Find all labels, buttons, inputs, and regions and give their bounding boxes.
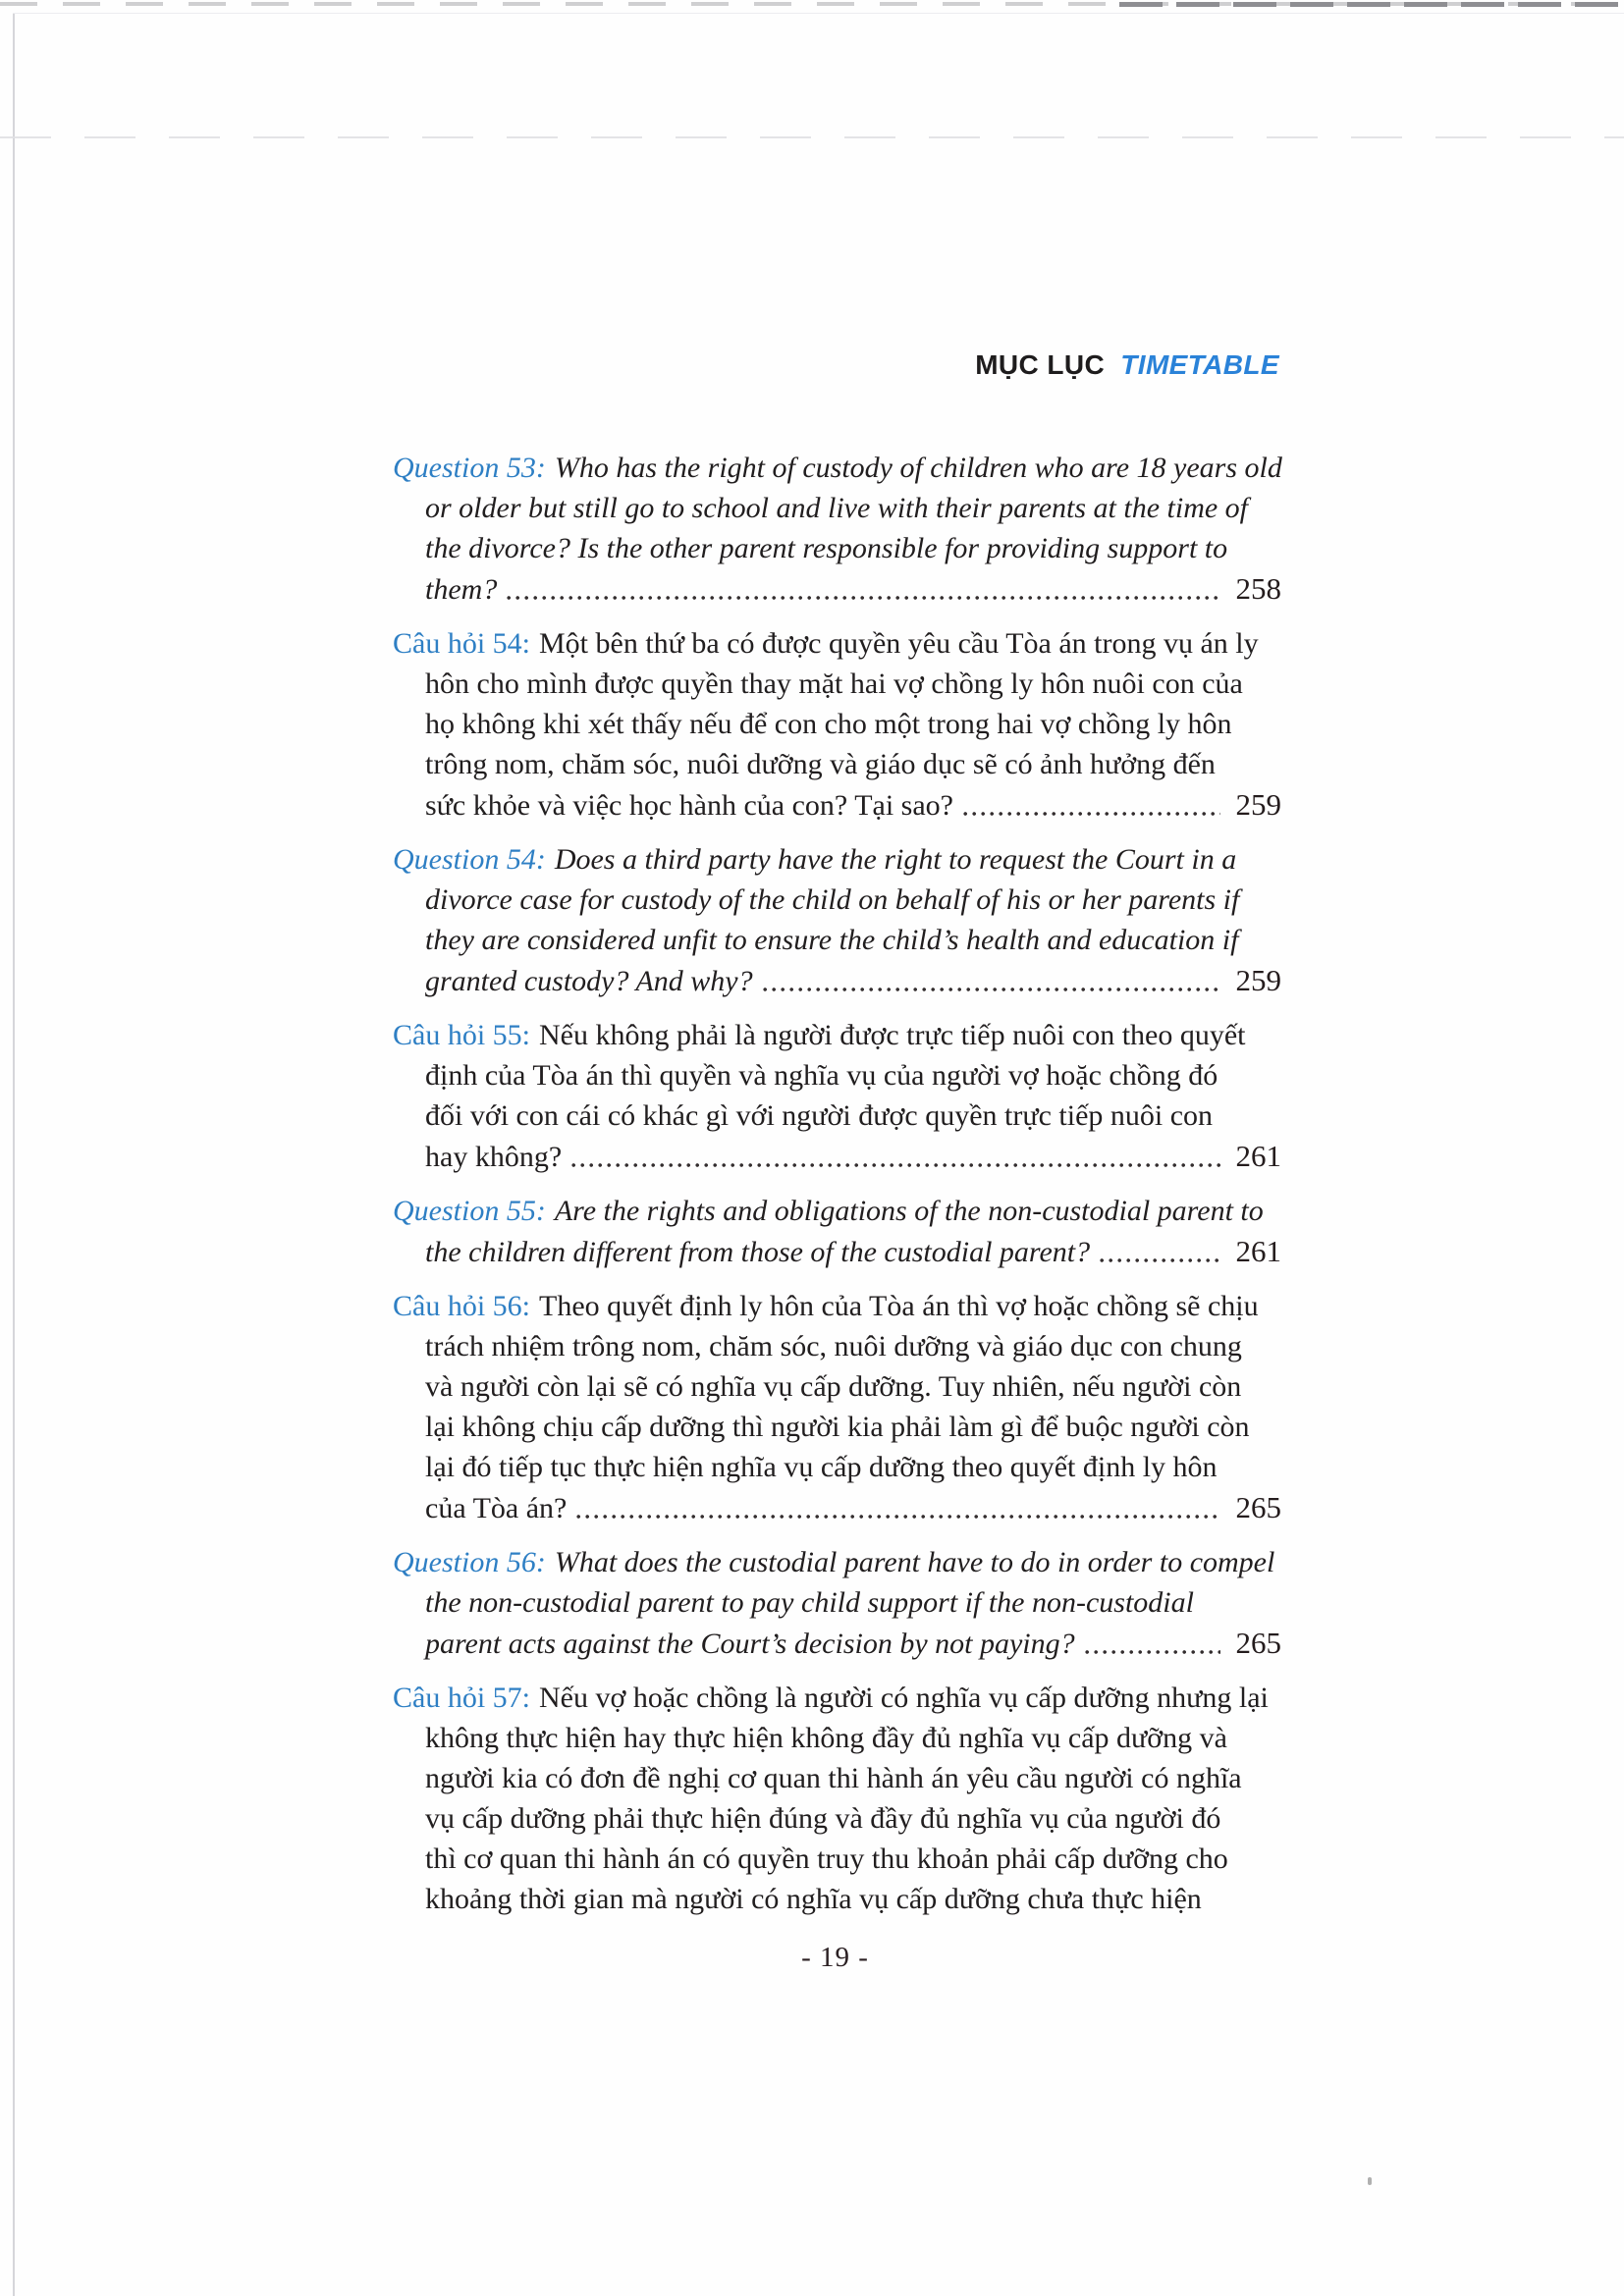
toc-line: lại không chịu cấp dưỡng thì người kia phải làm gì để buộc người còn	[425, 1411, 1250, 1443]
toc-entry	[393, 1015, 1281, 1177]
entry-text: Một bên thứ ba có được quyền yêu cầu Tòa án trong vụ án ly	[539, 627, 1259, 660]
toc-entry	[393, 1678, 1281, 1919]
scan-line-artifact-horizontal	[13, 13, 1624, 14]
dot-leader	[1085, 1647, 1220, 1657]
toc-entry	[393, 1542, 1281, 1664]
entry-page-number: 259	[1235, 963, 1281, 997]
entry-text: Who has the right of custody of children who are 18 years old	[554, 452, 1282, 484]
page-header	[391, 349, 1279, 381]
entry-page-number: 261	[1235, 1139, 1281, 1173]
toc-line: vụ cấp dưỡng phải thực hiện đúng và đầy đủ nghĩa vụ của người đó	[425, 1802, 1221, 1835]
entry-label: Question 55:	[393, 1195, 546, 1227]
toc-entry	[393, 839, 1281, 1001]
toc-line-last	[425, 1487, 1281, 1528]
entry-text: them?	[425, 573, 498, 606]
entry-page-number: 259	[1235, 787, 1281, 822]
toc-line	[393, 839, 1281, 880]
entry-text: Nếu vợ hoặc chồng là người có nghĩa vụ cấp dưỡng nhưng lại	[539, 1682, 1269, 1714]
toc-line: they are considered unfit to ensure the child’s health and education if	[425, 924, 1239, 956]
entry-label: Question 54:	[393, 843, 546, 876]
toc-entry	[393, 1286, 1281, 1528]
toc-entry	[393, 448, 1281, 610]
toc-line-last	[425, 784, 1281, 826]
entry-label: Câu hỏi 56:	[393, 1290, 530, 1322]
toc-line-last	[425, 960, 1281, 1001]
section-title-english: TIMETABLE	[1120, 349, 1279, 380]
toc-line-last	[425, 1623, 1281, 1664]
toc-line	[393, 623, 1281, 664]
dot-leader	[1100, 1255, 1220, 1265]
toc-line-last	[425, 1136, 1281, 1177]
toc-line-last	[425, 1231, 1281, 1272]
toc-line	[393, 1678, 1281, 1718]
entry-text: hay không?	[425, 1141, 563, 1173]
page-number: - 19 -	[801, 1942, 869, 1973]
toc-entry	[393, 1191, 1281, 1272]
section-title-vietnamese: MỤC LỤC	[975, 349, 1106, 380]
toc-line: định của Tòa án thì quyền và nghĩa vụ của người vợ hoặc chồng đó	[425, 1059, 1218, 1092]
toc-entry	[393, 623, 1281, 826]
toc-line: họ không khi xét thấy nếu để con cho một trong hai vợ chồng ly hôn	[425, 708, 1232, 740]
entry-label: Câu hỏi 57:	[393, 1682, 530, 1714]
entry-text: Does a third party have the right to request the Court in a	[554, 843, 1237, 876]
scan-line-artifact-left	[13, 13, 15, 2296]
dot-leader	[963, 809, 1220, 819]
dot-leader	[571, 1160, 1220, 1170]
entry-label: Question 56:	[393, 1546, 546, 1578]
dot-leader	[763, 985, 1220, 994]
toc-line: lại đó tiếp tục thực hiện nghĩa vụ cấp dưỡng theo quyết định ly hôn	[425, 1451, 1218, 1483]
scan-edge-artifact-top-right	[1119, 2, 1624, 7]
toc-line-last	[425, 568, 1281, 610]
toc-line	[393, 1286, 1281, 1326]
entry-label: Câu hỏi 55:	[393, 1019, 530, 1051]
dot-leader	[576, 1512, 1220, 1522]
toc-line	[393, 1015, 1281, 1055]
entry-text: sức khỏe và việc học hành của con? Tại sao?	[425, 789, 953, 822]
entry-text: parent acts against the Court’s decision by not paying?	[425, 1628, 1075, 1660]
entry-text: the children different from those of the custodial parent?	[425, 1236, 1091, 1268]
toc-line: or older but still go to school and live with their parents at the time of	[425, 492, 1249, 524]
toc-line: the divorce? Is the other parent responsible for providing support to	[425, 532, 1228, 564]
entry-label: Question 53:	[393, 452, 546, 484]
toc-line: khoảng thời gian mà người có nghĩa vụ cấp dưỡng chưa thực hiện	[425, 1883, 1202, 1915]
entry-page-number: 261	[1235, 1234, 1281, 1268]
entry-page-number: 265	[1235, 1626, 1281, 1660]
entry-text: Theo quyết định ly hôn của Tòa án thì vợ hoặc chồng sẽ chịu	[539, 1290, 1259, 1322]
entry-text: Nếu không phải là người được trực tiếp nuôi con theo quyết	[539, 1019, 1246, 1051]
entry-label: Câu hỏi 54:	[393, 627, 530, 660]
entry-text: granted custody? And why?	[425, 965, 753, 997]
entry-text: What does the custodial parent have to do in order to compel	[554, 1546, 1275, 1578]
toc-line: thì cơ quan thi hành án có quyền truy thu khoản phải cấp dưỡng cho	[425, 1842, 1228, 1875]
toc-entries	[393, 448, 1281, 1933]
entry-page-number: 265	[1235, 1490, 1281, 1524]
scan-dashed-line-artifact	[0, 136, 1624, 138]
toc-line: và người còn lại sẽ có nghĩa vụ cấp dưỡng. Tuy nhiên, nếu người còn	[425, 1370, 1242, 1403]
toc-line: không thực hiện hay thực hiện không đầy đủ nghĩa vụ cấp dưỡng và	[425, 1722, 1227, 1754]
toc-line: người kia có đơn đề nghị cơ quan thi hành án yêu cầu người có nghĩa	[425, 1762, 1242, 1794]
toc-line	[393, 448, 1281, 488]
dot-leader	[507, 593, 1220, 603]
toc-line	[393, 1191, 1281, 1231]
entry-text: Are the rights and obligations of the non-custodial parent to	[554, 1195, 1264, 1227]
toc-line: trách nhiệm trông nom, chăm sóc, nuôi dưỡng và giáo dục con chung	[425, 1330, 1242, 1362]
toc-line: hôn cho mình được quyền thay mặt hai vợ chồng ly hôn nuôi con của	[425, 667, 1243, 700]
toc-line: divorce case for custody of the child on behalf of his or her parents if	[425, 883, 1240, 916]
entry-text: của Tòa án?	[425, 1492, 568, 1524]
scan-speck-artifact	[1368, 2177, 1372, 2185]
entry-page-number: 258	[1235, 571, 1281, 606]
toc-line: trông nom, chăm sóc, nuôi dưỡng và giáo dục sẽ có ảnh hưởng đến	[425, 748, 1216, 780]
toc-line: đối với con cái có khác gì với người được quyền trực tiếp nuôi con	[425, 1099, 1214, 1132]
toc-line	[393, 1542, 1281, 1582]
toc-line: the non-custodial parent to pay child support if the non-custodial	[425, 1586, 1194, 1619]
